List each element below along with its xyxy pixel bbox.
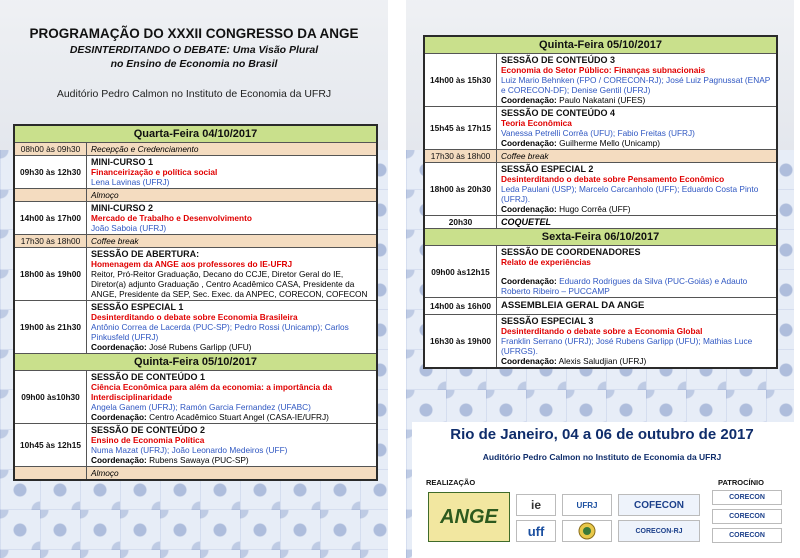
schedule-row: 18h00 às 20h30 SESSÃO ESPECIAL 2 Desinterditando o debate sobre Pensamento Econômico Leda Paulani (USP); Marcelo Carcanholo (UFF); Eduardo Costa Pinto (UFRJ). Coordenação: Hugo Corrêa (UFF) — [425, 163, 776, 216]
sponsor-logo-1: CORECON — [712, 490, 782, 505]
session-people: Numa Mazat (UFRJ); João Leonardo Medeiros (UFF) — [91, 445, 288, 455]
session-topic: Relato de experiências — [501, 257, 591, 267]
session-coordinator: Coordenação: Hugo Corrêa (UFF) — [501, 204, 631, 214]
page-title: PROGRAMAÇÃO DO XXXII CONGRESSO DA ANGE — [29, 26, 359, 41]
session-people: Franklin Serrano (UFRJ); José Rubens Garlipp (UFU); Mathias Luce (UFRGS). — [501, 336, 753, 356]
schedule-row: 19h00 às 21h30 SESSÃO ESPECIAL 1 Desinterditando o debate sobre Economia Brasileira Antônio Correa de Lacerda (PUC-SP); Pedro Rossi (Unicamp); Carlos Pinkusfeld (UFRJ) Coordenação: José Rubens Garlipp (UFU) — [15, 301, 376, 354]
session-title: SESSÃO ESPECIAL 2 — [501, 164, 594, 174]
session-coordinator: Coordenação: Paulo Nakatani (UFES) — [501, 95, 646, 105]
schedule-row: 18h00 às 19h00 SESSÃO DE ABERTURA: Homenagem da ANGE aos professores do IE-UFRJ Reitor, Pró-Reitor Graduação, Decano do CCJE, Diretor Geral do IE, Diretor(a) adjunto Graduação , Centro Acadêmico CASA, Presidente da ANGE, Presidente da SEP, Sec. Exec. da ANPEC, CORECON, COFECON — [15, 248, 376, 301]
schedule-row: 16h30 às 19h00 SESSÃO ESPECIAL 3 Desinterditando o debate sobre a Economia Global Franklin Serrano (UFRJ); José Rubens Garlipp (UFU); Mathias Luce (UFRGS). Coordenação: Alexis Saludjian (UFRJ) — [425, 315, 776, 367]
schedule-row: 08h00 às 09h30 Recepção e Credenciamento — [15, 143, 376, 156]
schedule-row: 20h30 COQUETEL — [425, 216, 776, 229]
ange-logo: ANGE — [428, 492, 510, 542]
session-people: Antônio Correa de Lacerda (PUC-SP); Pedro Rossi (Unicamp); Carlos Pinkusfeld (UFRJ) — [91, 322, 349, 342]
schedule-row: 14h00 às 16h00 ASSEMBLEIA GERAL DA ANGE — [425, 298, 776, 315]
schedule-table-right — [423, 35, 778, 369]
subtitle-line-1: DESINTERDITANDO O DEBATE: Uma Visão Plural — [69, 44, 319, 56]
seal-icon — [578, 522, 596, 540]
day-header: Sexta-Feira 06/10/2017 — [425, 229, 776, 246]
session-title: SESSÃO ESPECIAL 3 — [501, 316, 594, 326]
ufrj-logo: UFRJ — [562, 494, 612, 516]
session-coordinator: Coordenação: José Rubens Garlipp (UFU) — [91, 342, 252, 352]
footer — [412, 422, 800, 558]
session-people: Angela Ganem (UFRJ); Ramón Garcia Fernandez (UFABC) — [91, 402, 311, 412]
cocktail-label: COQUETEL — [501, 217, 552, 227]
session-people: Lena Lavinas (UFRJ) — [91, 177, 170, 187]
session-topic: Financeirização e política social — [91, 167, 218, 177]
sponsor-logo-2: CORECON — [712, 509, 782, 524]
realizacao-label: REALIZAÇÃO — [426, 478, 476, 487]
schedule-row: 09h30 às 12h30 MINI-CURSO 1 Financeirização e política social Lena Lavinas (UFRJ) — [15, 156, 376, 189]
schedule-row: Almoço — [15, 467, 376, 479]
schedule-row: 15h45 às 17h15 SESSÃO DE CONTEÚDO 4 Teoria Econômica Vanessa Petrelli Corrêa (UFU); Fabio Freitas (UFRJ) Coordenação: Guilherme Mello (Unicamp) — [425, 107, 776, 150]
session-topic: Desinterditando o debate sobre Economia Brasileira — [91, 312, 298, 322]
seal-logo — [562, 520, 612, 542]
ie-logo: ie — [516, 494, 556, 516]
schedule-table-left — [13, 124, 378, 481]
patrocinio-label: PATROCÍNIO — [718, 478, 764, 487]
schedule-row: 09h00 às12h15 SESSÃO DE COORDENADORES Relato de experiências Coordenação: Eduardo Rodrigues da Silva (PUC-Goiás) e Adauto Roberto Ribeiro – PUCCAMP — [425, 246, 776, 298]
schedule-row: 14h00 às 15h30 SESSÃO DE CONTEÚDO 3 Economia do Setor Público: Finanças subnacionais Luiz Mario Behnken (FPO / CORECON-RJ); José Luiz Pagnussat (ENAP e CORECON-DF); Denise Gentil (UFRJ) Coordenação: Paulo Nakatani (UFES) — [425, 54, 776, 107]
session-title: MINI-CURSO 2 — [91, 203, 154, 213]
session-topic: Desinterditando o debate sobre a Economia Global — [501, 326, 703, 336]
assembly-label: ASSEMBLEIA GERAL DA ANGE — [501, 300, 645, 311]
session-coordinator: Coordenação: Guilherme Mello (Unicamp) — [501, 138, 661, 148]
corecon-rj-logo: CORECON-RJ — [618, 520, 700, 542]
session-people: Leda Paulani (USP); Marcelo Carcanholo (UFF); Eduardo Costa Pinto (UFRJ). — [501, 184, 759, 204]
session-topic: Desinterditando o debate sobre Pensamento Econômico — [501, 174, 725, 184]
session-people: Vanessa Petrelli Corrêa (UFU); Fabio Freitas (UFRJ) — [501, 128, 695, 138]
session-people: Luiz Mario Behnken (FPO / CORECON-RJ); José Luiz Pagnussat (ENAP e CORECON-DF); Denise Gentil (UFRJ) — [501, 75, 771, 95]
session-title: MINI-CURSO 1 — [91, 157, 154, 167]
session-title: SESSÃO DE CONTEÚDO 1 — [91, 372, 206, 382]
footer-auditorium: Auditório Pedro Calmon no Instituto de Economia da UFRJ — [482, 452, 722, 462]
session-coordinator: Coordenação: Eduardo Rodrigues da Silva (PUC-Goiás) e Adauto Roberto Ribeiro – PUCCAMP — [501, 276, 748, 296]
schedule-row: 17h30 às 18h00 Coffee break — [425, 150, 776, 163]
session-title: SESSÃO DE ABERTURA: — [91, 249, 200, 259]
cofecon-logo: COFECON — [618, 494, 700, 516]
sponsor-logo-3: CORECON — [712, 528, 782, 543]
subtitle-line-2: no Ensino de Economia no Brasil — [110, 58, 278, 70]
left-page — [0, 0, 388, 558]
schedule-row: 14h00 às 17h00 MINI-CURSO 2 Mercado de Trabalho e Desenvolvimento João Saboia (UFRJ) — [15, 202, 376, 235]
session-topic: Ensino de Economia Política — [91, 435, 205, 445]
session-title: SESSÃO DE CONTEÚDO 3 — [501, 55, 616, 65]
session-topic: Homenagem da ANGE aos professores do IE-UFRJ — [91, 259, 293, 269]
day-header: Quinta-Feira 05/10/2017 — [15, 354, 376, 371]
session-coordinator: Coordenação: Alexis Saludjian (UFRJ) — [501, 356, 647, 366]
event-location-date: Rio de Janeiro, 04 a 06 de outubro de 2017 — [450, 426, 754, 443]
schedule-row: Almoço — [15, 189, 376, 202]
session-title: SESSÃO DE COORDENADORES — [501, 247, 641, 257]
uff-logo: uff — [516, 520, 556, 542]
session-coordinator: Coordenação: Rubens Sawaya (PUC-SP) — [91, 455, 249, 465]
session-topic: Ciência Econômica para além da economia: a importância da Interdisciplinaridade — [91, 382, 333, 402]
schedule-row: 09h00 às10h30 SESSÃO DE CONTEÚDO 1 Ciência Econômica para além da economia: a importância da Interdisciplinaridade Angela Ganem (UFRJ); Ramón Garcia Fernandez (UFABC) Coordenação: Centro Acadêmico Stuart Angel (CASA-IE/UFRJ) — [15, 371, 376, 424]
schedule-row: 17h30 às 18h00 Coffee break — [15, 235, 376, 248]
session-topic: Mercado de Trabalho e Desenvolvimento — [91, 213, 252, 223]
auditorium-line: Auditório Pedro Calmon no Instituto de Economia da UFRJ — [56, 88, 332, 100]
session-topic: Economia do Setor Público: Finanças subnacionais — [501, 65, 706, 75]
session-coordinator: Coordenação: Centro Acadêmico Stuart Angel (CASA-IE/UFRJ) — [91, 412, 329, 422]
session-people: João Saboia (UFRJ) — [91, 223, 167, 233]
day-header: Quarta-Feira 04/10/2017 — [15, 126, 376, 143]
session-description: Reitor, Pró-Reitor Graduação, Decano do CCJE, Diretor Geral do IE, Diretor(a) adjunto Graduação , Centro Acadêmico CASA, Presidente da ANGE, Presidente da SEP, Sec. Exec. da ANPEC, CORECON, COFECON — [91, 269, 368, 299]
session-title: SESSÃO DE CONTEÚDO 4 — [501, 108, 616, 118]
session-title: SESSÃO DE CONTEÚDO 2 — [91, 425, 206, 435]
day-header: Quinta-Feira 05/10/2017 — [425, 37, 776, 54]
session-title: SESSÃO ESPECIAL 1 — [91, 302, 184, 312]
schedule-row: 10h45 às 12h15 SESSÃO DE CONTEÚDO 2 Ensino de Economia Política Numa Mazat (UFRJ); João Leonardo Medeiros (UFF) Coordenação: Rubens Sawaya (PUC-SP) — [15, 424, 376, 467]
session-topic: Teoria Econômica — [501, 118, 572, 128]
